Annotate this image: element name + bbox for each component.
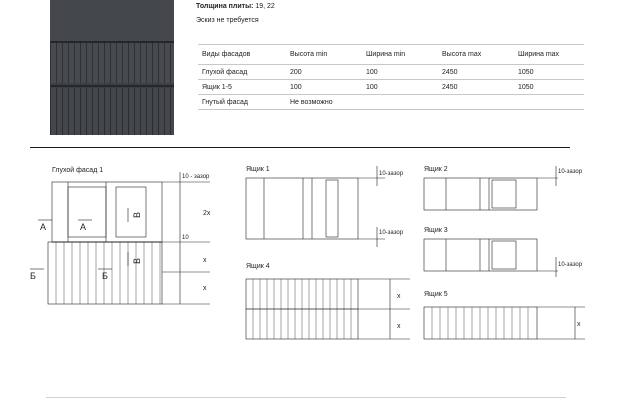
drawer3-title: Ящик 3 — [424, 227, 448, 234]
drawer1-title: Ящик 1 — [246, 166, 270, 173]
header-cell: Ширина min — [362, 45, 438, 65]
section-v-label: В — [132, 257, 142, 264]
dimension-x: x — [203, 257, 207, 264]
table-cell: 1050 — [514, 80, 584, 95]
gap-label: 10 - зазор — [182, 174, 210, 180]
table-cell: 1050 — [514, 65, 584, 80]
lower-panel-slats — [56, 242, 160, 304]
drawer3-inner — [492, 241, 516, 269]
table-cell: 100 — [362, 65, 438, 80]
upper-panel-outline — [52, 182, 162, 242]
section-b-label: Б — [102, 271, 108, 281]
drawer2-drawing — [424, 166, 583, 210]
drawer3-outline — [424, 239, 537, 271]
thickness-label: Толщина плиты: — [196, 3, 254, 10]
section-v-label: В — [132, 211, 142, 218]
header-cell: Ширина max — [514, 45, 584, 65]
drawer3-drawing — [424, 227, 583, 277]
header-cell: Виды фасадов — [198, 45, 286, 65]
blind-facade-title: Глухой фасад 1 — [52, 167, 104, 174]
drawer4-title: Ящик 4 — [246, 263, 270, 270]
drawer4-drawing — [246, 263, 410, 339]
sketch-note: Эскиз не требуется — [196, 17, 259, 24]
drawer1-outline — [246, 178, 358, 239]
inner-frame — [68, 187, 106, 237]
gap-label: 10-зазор — [558, 169, 583, 175]
section-b-label: Б — [30, 271, 36, 281]
drawer2-outline — [424, 178, 537, 210]
table-cell: Ящик 1-5 — [198, 80, 286, 95]
table-cell: Глухой фасад — [198, 65, 286, 80]
drawer2-title: Ящик 2 — [424, 166, 448, 173]
section-a-label: А — [80, 222, 87, 232]
dimension-x: x — [397, 293, 401, 300]
dimension-10: 10 — [182, 235, 189, 241]
table-cell: 200 — [286, 65, 362, 80]
section-a-label: А — [40, 222, 47, 232]
table-cell: 2450 — [438, 65, 514, 80]
drawer1-inner — [326, 180, 338, 237]
blind-facade-drawing — [30, 166, 211, 304]
drawer1-drawing — [246, 166, 404, 247]
gap-label: 10-зазор — [379, 230, 404, 236]
table-cell: 2450 — [438, 80, 514, 95]
header-cell: Высота max — [438, 45, 514, 65]
table-cell: Гнутый фасад — [198, 95, 286, 110]
drawer5-drawing — [424, 291, 585, 339]
drawer5-title: Ящик 5 — [424, 291, 448, 298]
footer-rule — [46, 397, 566, 398]
dimension-2x: 2х — [203, 210, 211, 217]
table-cell: 100 — [286, 80, 362, 95]
gap-label: 10-зазор — [558, 262, 583, 268]
thickness-value: 19, 22 — [255, 3, 275, 10]
drawer2-inner — [492, 180, 516, 208]
drawer5-slats — [432, 307, 528, 339]
header-cell: Высота min — [286, 45, 362, 65]
dimension-x: x — [577, 321, 581, 328]
dimension-x: x — [203, 285, 207, 292]
table-cell: Не возможно — [286, 95, 362, 110]
table-cell: 100 — [362, 80, 438, 95]
dimension-x: x — [397, 323, 401, 330]
gap-label: 10-зазор — [379, 171, 404, 177]
